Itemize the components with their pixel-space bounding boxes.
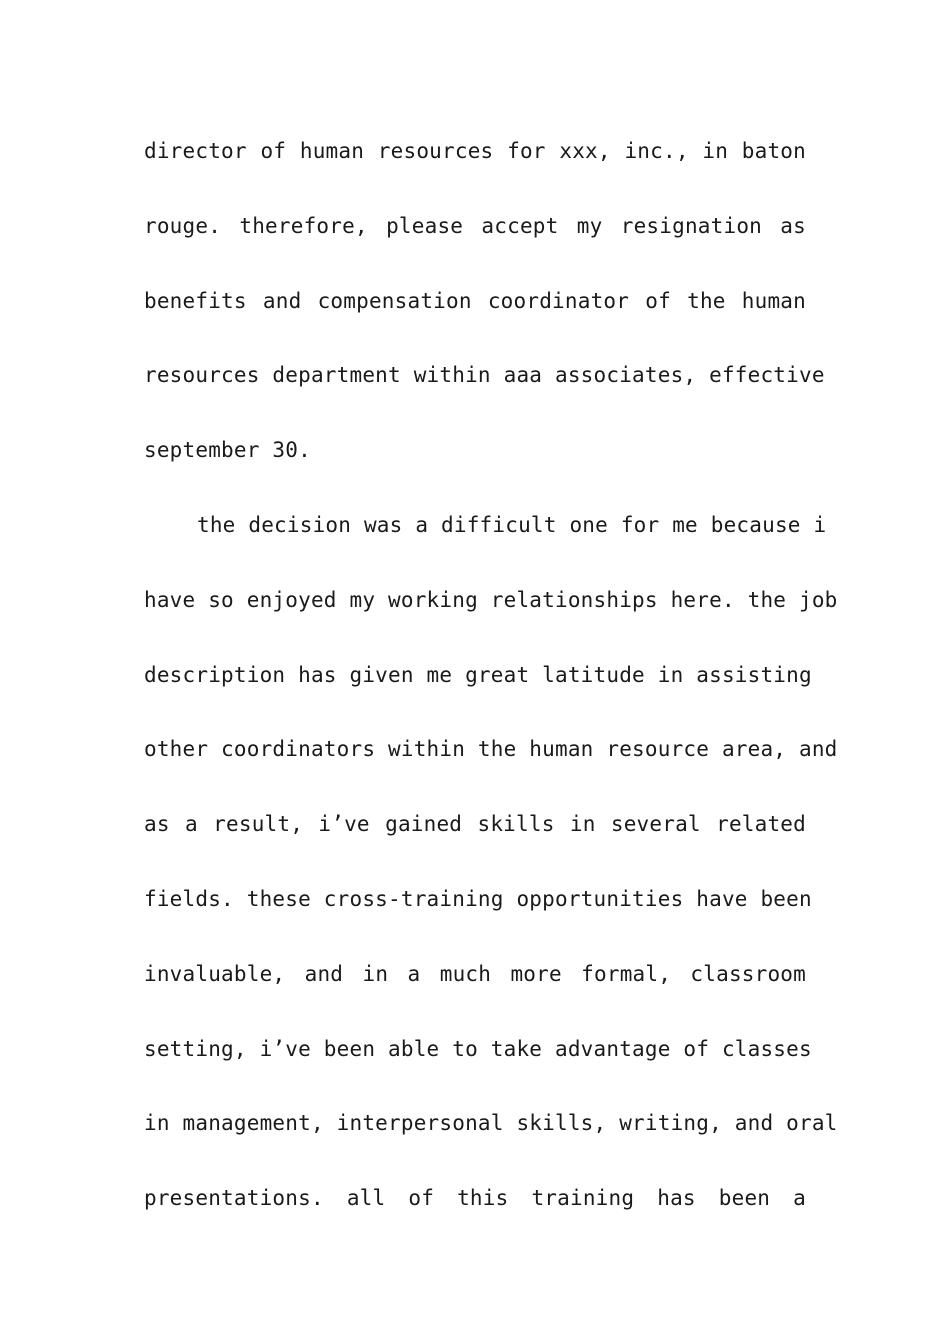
text-line: have so enjoyed my working relationships here. the job	[144, 587, 838, 612]
text-line: benefits and compensation coordinator of the human	[144, 288, 806, 313]
text-line: september 30.	[144, 438, 311, 463]
text-line: in management, interpersonal skills, writing, and oral	[144, 1111, 838, 1136]
text-line: resources department within aaa associates, effective	[144, 363, 825, 388]
text-line: description has given me great latitude in assisting	[144, 662, 812, 687]
text-line: as a result, i’ve gained skills in several related	[144, 812, 806, 837]
text-line: fields. these cross-training opportunities have been	[144, 886, 812, 911]
text-line: setting, i’ve been able to take advantage of classes	[144, 1036, 812, 1061]
text-line: the decision was a difficult one for me because i	[197, 512, 827, 537]
text-line: rouge. therefore, please accept my resignation as	[144, 213, 806, 238]
text-line: presentations. all of this training has been a	[144, 1186, 806, 1211]
text-line: director of human resources for xxx, inc., in baton	[144, 139, 806, 163]
text-line: invaluable, and in a much more formal, classroom	[144, 961, 806, 986]
text-line: other coordinators within the human resource area, and	[144, 737, 838, 762]
letter-body	[144, 114, 838, 1236]
